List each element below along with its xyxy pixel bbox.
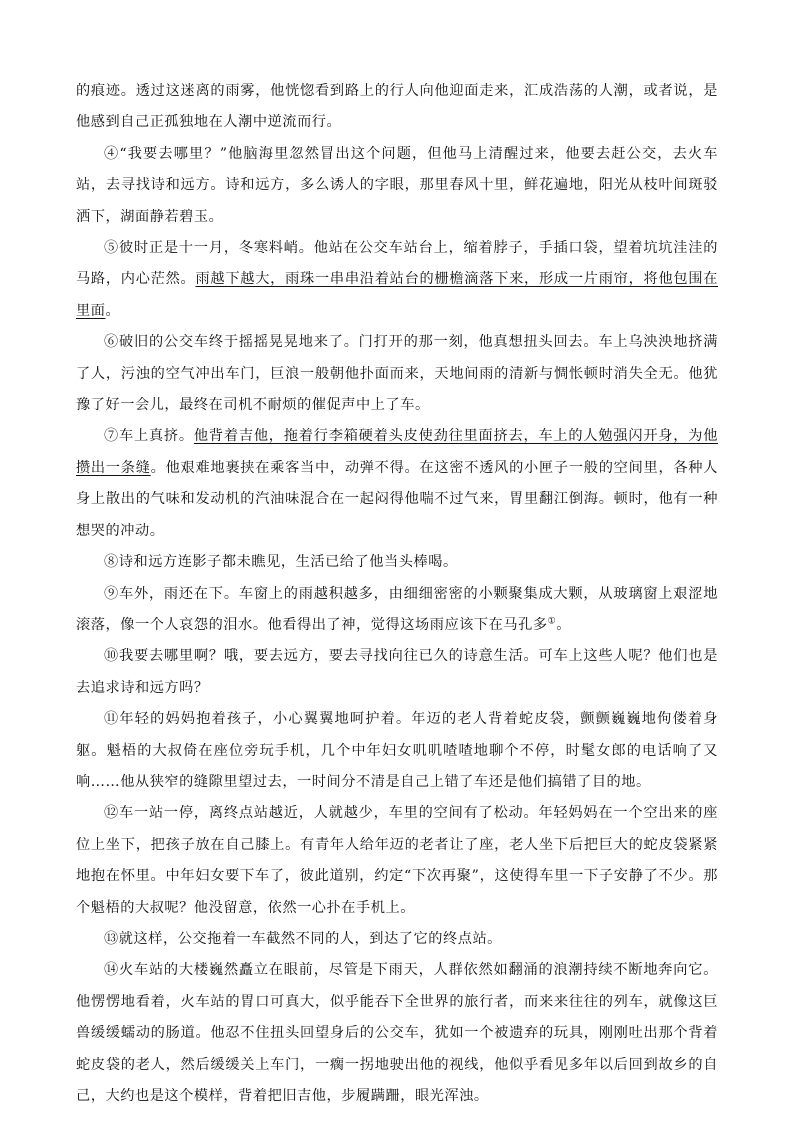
paragraph-9 [76,579,718,642]
paragraph-4: ④“我要去哪里？”他脑海里忽然冒出这个问题，但他马上清醒过来，他要去赶公交，去火车站，去寻找诗和远方。诗和远方，多么诱人的字眼，那里春风十里，鲜花遍地，阳光从枝叶间斑驳洒下，湖面静若碧玉。 [76,145,718,225]
paragraph-12: ⑫车一站一停，离终点站越近，人就越少，车里的空间有了松动。年轻妈妈在一个空出来的座位上坐下，把孩子放在自己膝上。有青年人给年迈的老者让了座，老人坐下后把巨大的蛇皮袋紧紧地抱在怀里。中年妇女要下车了，彼此道别，约定“下次再聚”，这使得车里一下子安静了不少。那个魁梧的大叔呢？他没留意，依然一心扑在手机上。 [76,805,718,916]
paragraph-9-end: 。 [556,616,571,633]
paragraph-6: ⑥破旧的公交车终于摇摇晃晃地来了。门打开的那一刻，他真想扭头回去。车上乌泱泱地挤满了人，污浊的空气冲出车门，巨浪一般朝他扑面而来，天地间雨的清新与惆怅顿时消失全无。他犹豫了好一会儿，最终在司机不耐烦的催促声中上了车。 [76,334,718,414]
paragraph-13: ⑬就这样，公交拖着一车截然不同的人，到达了它的终点站。 [104,930,502,947]
paragraph-5-text: ⑤彼时正是十一月，冬寒料峭。他站在公交车站台上，缩着脖子，手插口袋，望着坑坑洼洼的马路，内心茫然。 [76,240,718,288]
paragraph-7-text: ⑦车上真挤。 [104,428,194,445]
paragraph-5-end: 。 [105,302,121,319]
paragraph-7 [76,421,718,547]
paragraph-continued: 的痕迹。透过这迷离的雨雾，他恍惚看到路上的行人向他迎面走来，汇成浩荡的人潮，或者说，是他感到自己正孤独地在人潮中逆流而行。 [76,83,718,131]
article-body [76,76,718,1112]
footnote-marker: ① [547,616,557,627]
paragraph-10: ⑩我要去哪里啊？哦，要去远方，要去寻找向往已久的诗意生活。可车上这些人呢？他们也是去追求诗和远方吗？ [76,648,718,696]
paragraph-8: ⑧诗和远方连影子都未瞧见，生活已给了他当头棒喝。 [104,554,458,571]
paragraph-9-text: ⑨车外，雨还在下。车窗上的雨越积越多，由细细密密的小颗聚集成大颗，从玻璃窗上艰涩地滚落，像一个人哀怨的泪水。他看得出了神，觉得这场雨应该下在马孔多 [76,585,718,633]
paragraph-5 [76,233,718,327]
paragraph-14: ⑭火车站的大楼巍然矗立在眼前，尽管是下雨天，人群依然如翻涌的浪潮持续不断地奔向它。他愣愣地看着，火车站的胃口可真大，似乎能吞下全世界的旅行者，而来来往往的列车，就像这巨兽缓缓蠕动的肠道。他忍不住扭头回望身后的公交车，犹如一个被遗弃的玩具，刚刚吐出那个背着蛇皮袋的老人，然后缓缓关上车门，一瘸一拐地驶出他的视线，他似乎看见多年以后回到故乡的自己，大约也是这个模样，背着把旧吉他，步履蹒跚，眼光浑浊。 [76,962,718,1104]
paragraph-7-rest: 。他艰难地裹挟在乘客当中，动弹不得。在这密不透风的小匣子一般的空间里，各种人身上散出的气味和发动机的汽油味混合在一起闷得他喘不过气来，胃里翻江倒海。顿时，他有一种想哭的冲动。 [76,459,718,539]
paragraph-5-underlined-sentence: 雨越下越大，雨珠一串串沿着站台的栅檐滴落下来，形成一片雨帘，将他包围在里面 [76,271,718,319]
paragraph-7-underlined-sentence: 他背着吉他，拖着行李箱硬着头皮使劲往里面挤去，车上的人勉强闪开身，为他攒出一条缝 [76,428,718,476]
paragraph-11: ⑪年轻的妈妈抱着孩子，小心翼翼地呵护着。年迈的老人背着蛇皮袋，颤颤巍巍地佝偻着身躯。魁梧的大叔倚在座位旁玩手机，几个中年妇女叽叽喳喳地聊个不停，时髦女郎的电话响了又响……他从狭窄的缝隙里望过去，一时间分不清是自己上错了车还是他们搞错了目的地。 [76,711,718,790]
